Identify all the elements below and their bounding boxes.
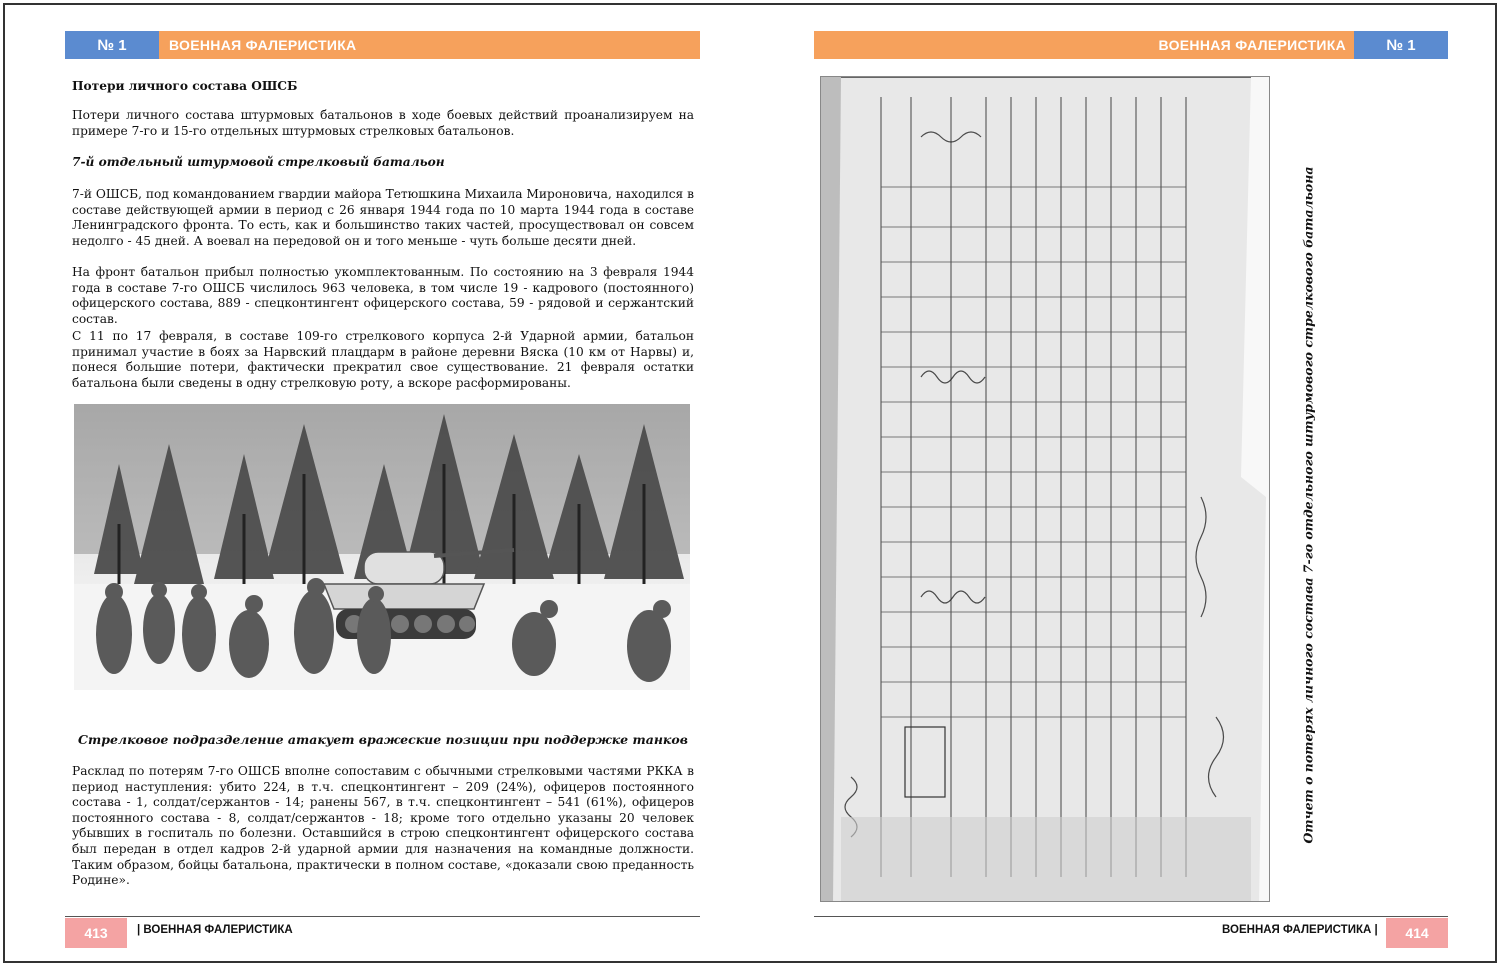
left-footer-rule xyxy=(65,916,700,917)
intro-paragraph: Потери личного состава штурмовых батальонов в ходе боевых действий проанализируем на примере 7-го и 15-го отдельных штурмовых стрелковых батальонов. xyxy=(72,108,694,138)
photo-caption: Стрелковое подразделение атакует вражеские позиции при поддержке танков xyxy=(78,732,688,747)
left-page-number: 413 xyxy=(65,918,127,948)
paragraph-3: С 11 по 17 февраля, в составе 109-го стрелкового корпуса 2-й Ударной армии, батальон принимал участие в боях за Нарвский плацдарм в районе деревни Вяска (10 км от Нарвы) и, понеся большие потери, фактически прекратил свое существование. 21 февраля остатки батальона были сведены в одну стрелковую роту, а вскоре расформированы. xyxy=(72,329,694,390)
paragraph-4: Расклад по потерям 7-го ОШСБ вполне сопоставим с обычными стрелковыми частями РККА в период наступления: убито 224, в т.ч. спецконтингент – 209 (24%), офицеров постоянного состава - 1, солдат/сержантов - 14; ранены 567, в т.ч. спецконтингент – 541 (61%), офицеров постоянного состава - 8, солдат/сержантов - 18; кроме того отдельно указаны 20 человек убывших в госпиталь по болезни. Оставшийся в строю спецконтингент офицерского состава был передан в отдел кадров 2-й ударной армии для назначения на командные должности. Таким образом, бойцы батальона, практически в полном составе, «доказали свою преданность Родине». xyxy=(72,764,694,888)
scanned-loss-report-table xyxy=(821,77,1270,902)
left-header-title: ВОЕННАЯ ФАЛЕРИСТИКА xyxy=(159,31,700,59)
right-header-title: ВОЕННАЯ ФАЛЕРИСТИКА xyxy=(814,31,1354,59)
right-footer-title: ВОЕННАЯ ФАЛЕРИСТИКА | xyxy=(1222,924,1378,936)
right-header-issue: № 1 xyxy=(1354,31,1448,59)
left-header-issue: № 1 xyxy=(65,31,159,59)
right-page-number: 414 xyxy=(1386,918,1448,948)
scan-caption-text: Отчет о потерях личного состава 7-го отдельного штурмового стрелкового батальона xyxy=(1300,166,1316,844)
battle-photo-illustration xyxy=(74,404,690,690)
article-heading: Потери личного состава ОШСБ xyxy=(72,79,298,93)
right-footer-rule xyxy=(814,916,1448,917)
scan-caption xyxy=(1296,166,1320,844)
scanned-loss-report xyxy=(820,76,1270,902)
battle-photo xyxy=(74,404,690,690)
left-footer-title: | ВОЕННАЯ ФАЛЕРИСТИКА xyxy=(137,924,293,936)
paragraph-1: 7-й ОШСБ, под командованием гвардии майора Тетюшкина Михаила Мироновича, находился в составе действующей армии в период с 26 января 1944 года по 10 марта 1944 года в составе Ленинградского фронта. То есть, как и большинство таких частей, просуществовал он совсем недолго - 45 дней. А воевал на передовой он и того меньше - чуть больше десяти дней. xyxy=(72,187,694,248)
paragraph-2: На фронт батальон прибыл полностью укомплектованным. По состоянию на 3 февраля 1944 года в составе 7-го ОШСБ числилось 963 человека, в том числе 19 - кадрового (постоянного) офицерского состава, 889 - спецконтингент офицерского состава, 59 - рядовой и сержантский состав. xyxy=(72,265,694,326)
battalion-subheading: 7-й отдельный штурмовой стрелковый батальон xyxy=(72,155,445,169)
